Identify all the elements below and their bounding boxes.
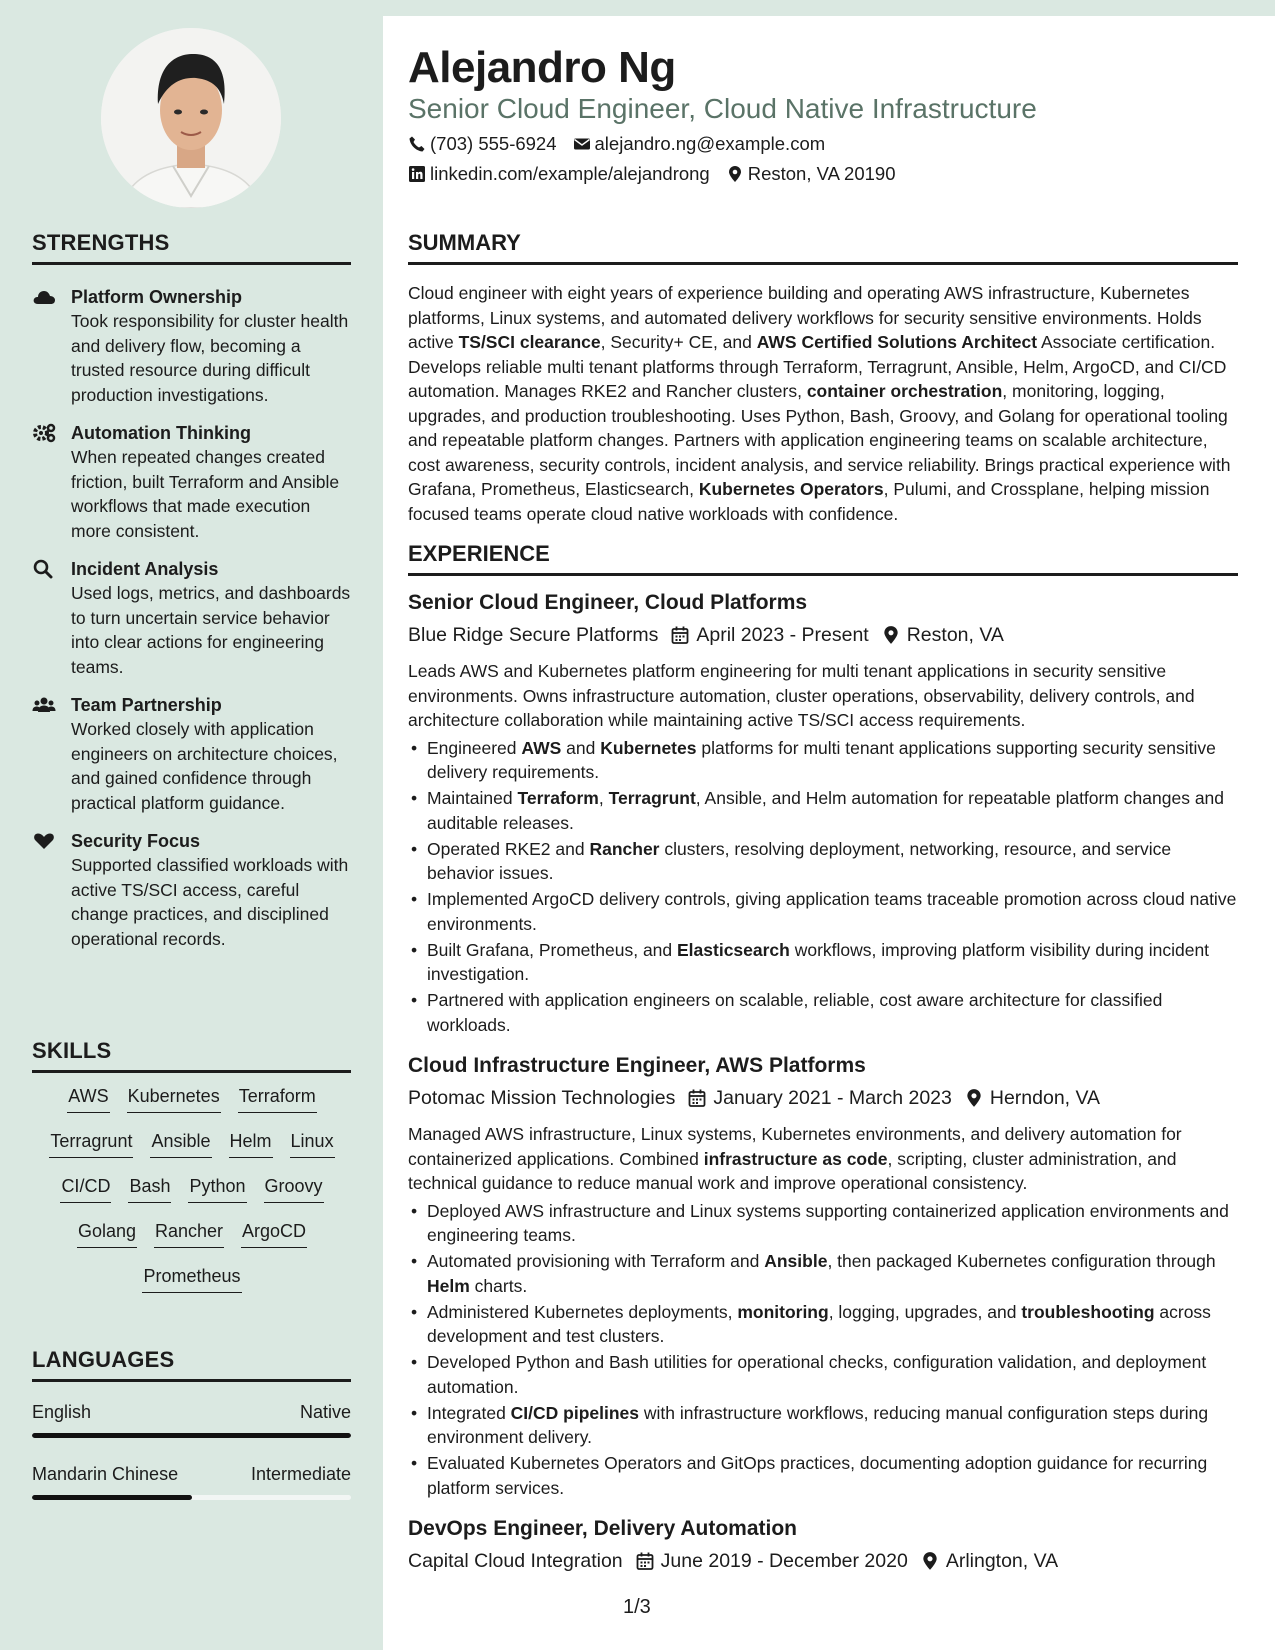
search-icon xyxy=(32,559,56,579)
skill-tag: Kubernetes xyxy=(127,1083,221,1113)
calendar-icon xyxy=(670,625,690,645)
strengths-heading: STRENGTHS xyxy=(32,230,351,265)
sidebar xyxy=(0,0,383,1650)
users-icon xyxy=(32,695,56,715)
bold-text: AWS xyxy=(521,737,562,758)
linkedin-link[interactable]: linkedin.com/example/alejandrong xyxy=(430,163,710,184)
heart-icon xyxy=(32,831,56,851)
location-pin-icon xyxy=(920,1551,940,1571)
job-title: Cloud Infrastructure Engineer, AWS Platforms xyxy=(408,1054,866,1077)
job-dates: April 2023 - Present xyxy=(696,624,869,646)
job-description: Leads AWS and Kubernetes platform engineering for multi tenant applications in security sensitive environments. Owns infrastructure automation, cluster operations, observability, delivery controls, and architecture collaboration while maintaining active TS/SCI access requirements. xyxy=(408,661,1195,730)
bullet-item xyxy=(408,736,1240,785)
skill-tag: Ansible xyxy=(150,1128,211,1158)
skill-tag: Python xyxy=(188,1173,246,1203)
strength-item xyxy=(32,829,352,951)
job-title: DevOps Engineer, Delivery Automation xyxy=(408,1517,797,1540)
language-level: Native xyxy=(299,1402,351,1422)
job-dates: June 2019 - December 2020 xyxy=(660,1550,908,1572)
job-bullets xyxy=(408,1199,1240,1501)
profile-photo xyxy=(101,28,281,208)
experience-heading: EXPERIENCE xyxy=(408,541,1238,576)
text-run: Integrated xyxy=(427,1402,511,1423)
email-link[interactable]: alejandro.ng@example.com xyxy=(594,133,826,154)
bullet-item xyxy=(408,1451,1240,1500)
text-run: charts. xyxy=(469,1275,528,1296)
skills-row xyxy=(32,1083,352,1128)
language-proficiency-bar xyxy=(32,1433,351,1438)
strength-title: Security Focus xyxy=(71,831,201,851)
skill-tag: Prometheus xyxy=(142,1263,241,1293)
skills-row xyxy=(32,1173,352,1218)
bold-text: Elasticsearch xyxy=(677,939,790,960)
text-run: Automated provisioning with Terraform and xyxy=(427,1251,765,1271)
bold-text: Terragrunt xyxy=(608,788,696,808)
company-name: Blue Ridge Secure Platforms xyxy=(408,624,659,646)
job-location: Reston, VA xyxy=(906,624,1004,646)
contact-row xyxy=(408,163,896,185)
summary-heading: SUMMARY xyxy=(408,230,1238,265)
skill-tag: AWS xyxy=(67,1083,109,1113)
bullet-item xyxy=(408,887,1240,936)
skills-heading: SKILLS xyxy=(32,1038,351,1073)
bold-text: CI/CD pipelines xyxy=(510,1402,640,1423)
bullet-item xyxy=(408,837,1240,886)
job-entry xyxy=(408,1515,1240,1575)
calendar-icon xyxy=(635,1551,655,1571)
strength-item xyxy=(32,693,352,815)
main-content xyxy=(383,16,1275,1650)
skill-tag: Terraform xyxy=(238,1083,317,1113)
text-run: Engineered xyxy=(427,737,522,758)
strength-desc: When repeated changes created friction, built Terraform and Ansible workflows that made execution more consistent. xyxy=(71,447,340,541)
language-name: Mandarin Chinese xyxy=(32,1464,179,1484)
job-meta xyxy=(408,1547,1240,1575)
bold-text: Kubernetes xyxy=(600,737,697,758)
text-run: across development and test clusters. xyxy=(427,1301,1211,1346)
text-run: Cloud engineer with eight years of experience building and operating AWS infrastructure, Kubernetes platforms, Linux systems, and automated delivery workflows for security sensitive environments. Holds active xyxy=(408,283,1202,352)
contact-row xyxy=(408,133,825,155)
skills-list xyxy=(32,1083,352,1308)
text-run: Administered Kubernetes deployments, xyxy=(427,1301,738,1322)
language-level: Intermediate xyxy=(250,1464,351,1484)
bullet-item xyxy=(408,786,1240,835)
phone-icon xyxy=(408,135,426,153)
text-run: and xyxy=(561,737,601,758)
phone-number[interactable]: (703) 555-6924 xyxy=(430,133,557,154)
text-run: Partnered with application engineers on scalable, reliable, cost aware architecture for classified workloads. xyxy=(427,990,1163,1035)
location-pin-icon xyxy=(964,1088,984,1108)
bullet-item xyxy=(408,1249,1240,1298)
calendar-icon xyxy=(687,1088,707,1108)
text-run: , scripting, cluster administration, and technical guidance to reduce manual work and improve operational consistency. xyxy=(408,1148,1177,1193)
company-name: Potomac Mission Technologies xyxy=(408,1087,676,1109)
bold-text: AWS Certified Solutions Architect xyxy=(756,332,1038,352)
language-name: English xyxy=(32,1402,92,1422)
location-pin-icon xyxy=(881,625,901,645)
bold-text: Helm xyxy=(427,1275,470,1296)
strength-desc: Supported classified workloads with active TS/SCI access, careful change practices, and disciplined operational records. xyxy=(71,855,349,949)
bold-text: Terraform xyxy=(517,788,599,808)
page-indicator: 1/3 xyxy=(623,1596,651,1618)
summary-text xyxy=(408,281,1240,526)
skills-row xyxy=(32,1263,352,1308)
languages-list xyxy=(32,1400,351,1524)
text-run: clusters, resolving deployment, networking, resource, and service behavior issues. xyxy=(427,838,1172,883)
strength-desc: Worked closely with application engineers on architecture choices, and gained confidence through practical platform guidance. xyxy=(71,719,338,813)
text-run: workflows, improving platform visibility during incident investigation. xyxy=(427,939,1210,984)
text-run: , then packaged Kubernetes configuration through xyxy=(827,1251,1216,1271)
language-proficiency-bar xyxy=(32,1495,351,1500)
company-name: Capital Cloud Integration xyxy=(408,1550,623,1572)
job-entry xyxy=(408,1052,1240,1502)
job-bullets xyxy=(408,736,1240,1038)
job-location: Herndon, VA xyxy=(989,1087,1101,1109)
strength-item xyxy=(32,285,352,407)
skills-row xyxy=(32,1128,352,1173)
gears-icon xyxy=(32,423,56,443)
location-text: Reston, VA 20190 xyxy=(747,163,896,184)
text-run: , Security+ CE, and xyxy=(600,332,757,352)
bold-text: Kubernetes Operators xyxy=(698,479,884,499)
bullet-item xyxy=(408,1350,1240,1399)
text-run: Maintained xyxy=(427,788,518,808)
skill-tag: Golang xyxy=(77,1218,137,1248)
bold-text: troubleshooting xyxy=(1021,1301,1155,1322)
job-location: Arlington, VA xyxy=(945,1550,1059,1572)
bullet-item xyxy=(408,988,1240,1037)
text-run: Implemented ArgoCD delivery controls, giving application teams traceable promotion across cloud native environments. xyxy=(427,889,1237,934)
skill-tag: Linux xyxy=(290,1128,335,1158)
person-name: Alejandro Ng xyxy=(408,43,676,92)
bold-text: Ansible xyxy=(764,1251,828,1271)
text-run: , xyxy=(598,788,609,808)
text-run: Developed Python and Bash utilities for operational checks, configuration validation, and deployment automation. xyxy=(427,1352,1207,1397)
text-run: Evaluated Kubernetes Operators and GitOps practices, documenting adoption guidance for recurring platform services. xyxy=(427,1453,1208,1498)
job-description xyxy=(408,1122,1240,1196)
bold-text: TS/SCI clearance xyxy=(458,332,601,352)
strength-title: Incident Analysis xyxy=(71,559,219,579)
strength-title: Platform Ownership xyxy=(71,287,243,307)
text-run: with infrastructure workflows, reducing manual configuration steps during environment delivery. xyxy=(427,1402,1209,1447)
text-run: , logging, upgrades, and xyxy=(828,1301,1022,1322)
strengths-list xyxy=(32,285,352,965)
skill-tag: Rancher xyxy=(154,1218,224,1248)
strength-title: Automation Thinking xyxy=(71,423,251,443)
job-entry xyxy=(408,589,1240,1039)
language-item xyxy=(32,1400,351,1438)
skill-tag: CI/CD xyxy=(60,1173,111,1203)
cloud-icon xyxy=(32,287,56,307)
job-meta xyxy=(408,1084,1240,1112)
text-run: Managed AWS infrastructure, Linux systems, Kubernetes environments, and delivery automation for containerized applications. Combined xyxy=(408,1124,1182,1169)
bold-text: monitoring xyxy=(737,1301,829,1322)
text-run: , Ansible, and Helm automation for repeatable platform changes and auditable releases. xyxy=(427,788,1225,833)
skill-tag: Groovy xyxy=(264,1173,324,1203)
skills-row xyxy=(32,1218,352,1263)
language-proficiency-fill xyxy=(32,1495,192,1500)
bold-text: container orchestration xyxy=(806,381,1003,401)
strength-desc: Used logs, metrics, and dashboards to turn uncertain service behavior into clear actions for engineering teams. xyxy=(71,583,351,677)
skill-tag: ArgoCD xyxy=(241,1218,307,1248)
job-meta xyxy=(408,621,1240,649)
language-item xyxy=(32,1462,351,1500)
languages-heading: LANGUAGES xyxy=(32,1347,351,1382)
job-title-headline: Senior Cloud Engineer, Cloud Native Infrastructure xyxy=(408,93,1037,124)
strength-desc: Took responsibility for cluster health and delivery flow, becoming a trusted resource during difficult production investigations. xyxy=(71,311,349,405)
bullet-item xyxy=(408,938,1240,987)
skill-tag: Bash xyxy=(128,1173,171,1203)
skill-tag: Helm xyxy=(229,1128,273,1158)
text-run: platforms for multi tenant applications supporting security sensitive delivery requirements. xyxy=(427,737,1216,782)
job-dates: January 2021 - March 2023 xyxy=(713,1087,952,1109)
bold-text: infrastructure as code xyxy=(703,1148,888,1169)
strength-item xyxy=(32,557,352,679)
strength-title: Team Partnership xyxy=(71,695,222,715)
location-pin-icon xyxy=(726,165,744,183)
text-run: , monitoring, logging, upgrades, and production troubleshooting. Uses Python, Bash, Groovy, and Golang for operational tooling and repeatable platform changes. Partners with application engineering teams on scalable architecture, cost awareness, security controls, incident analysis, and service reliability. Brings practical experience with Grafana, Prometheus, Elasticsearch, xyxy=(408,381,1231,499)
bullet-item xyxy=(408,1300,1240,1349)
bullet-item xyxy=(408,1199,1240,1248)
bullet-item xyxy=(408,1401,1240,1450)
text-run: Operated RKE2 and xyxy=(427,838,590,859)
text-run: , Pulumi, and Crossplane, helping mission focused teams operate cloud native workloads with confidence. xyxy=(408,479,1210,524)
linkedin-icon xyxy=(408,165,426,183)
text-run: Associate certification. Develops reliable multi tenant platforms through Terraform, Terragrunt, Ansible, Helm, ArgoCD, and CI/CD automation. Manages RKE2 and Rancher clusters, xyxy=(408,332,1227,401)
skill-tag: Terragrunt xyxy=(49,1128,133,1158)
job-title: Senior Cloud Engineer, Cloud Platforms xyxy=(408,591,808,614)
bold-text: Rancher xyxy=(589,838,660,859)
text-run: Built Grafana, Prometheus, and xyxy=(427,939,677,960)
strength-item xyxy=(32,421,352,543)
email-icon xyxy=(573,135,591,153)
text-run: Deployed AWS infrastructure and Linux systems supporting containerized application environments and engineering teams. xyxy=(427,1200,1229,1245)
language-proficiency-fill xyxy=(32,1433,351,1438)
